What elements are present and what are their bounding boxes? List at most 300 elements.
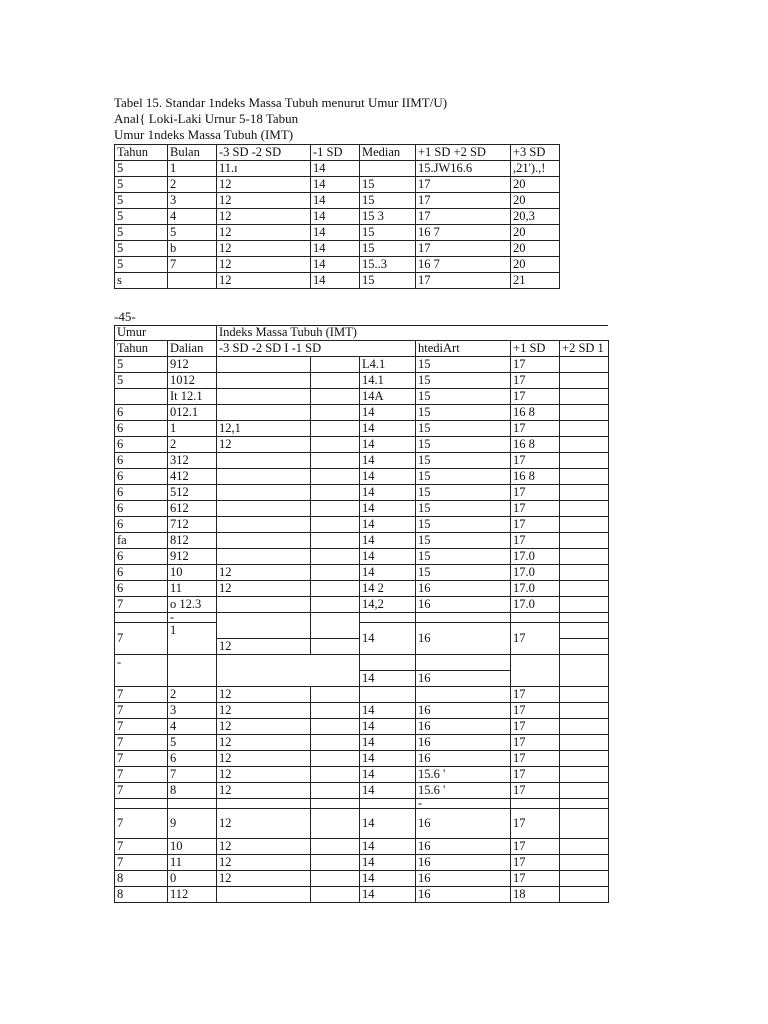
table-cell: o 12.3 — [168, 597, 217, 613]
table-cell: 7 — [115, 703, 168, 719]
table-cell: 15 — [360, 177, 416, 193]
table-row — [115, 613, 609, 623]
table-cell — [560, 839, 609, 855]
table-cell: s — [115, 273, 168, 289]
table-cell: 15 — [416, 565, 511, 581]
table-cell: 17 — [511, 501, 560, 517]
table-cell — [217, 357, 311, 373]
table-row — [115, 421, 609, 437]
table-cell — [560, 623, 609, 639]
table-cell: 17 — [416, 193, 511, 209]
table-cell: 16 — [416, 871, 511, 887]
table-cell — [311, 565, 360, 581]
table-row — [115, 597, 609, 613]
table-row — [115, 799, 609, 809]
table-cell — [217, 549, 311, 565]
table-cell: 14 — [360, 809, 416, 839]
table-cell: 1 — [168, 623, 217, 655]
table-cell: 16 — [416, 597, 511, 613]
table-cell: - — [115, 655, 168, 687]
table-cell: b — [168, 241, 217, 257]
table-cell: fa — [115, 533, 168, 549]
table-cell: 17 — [511, 735, 560, 751]
table-cell: 14 2 — [360, 581, 416, 597]
table-cell: 15 — [416, 517, 511, 533]
table-row — [115, 357, 609, 373]
table-cell — [311, 639, 360, 655]
table-cell: 17 — [511, 357, 560, 373]
table-cell — [311, 887, 360, 903]
table-row — [115, 549, 609, 565]
table-cell — [560, 437, 609, 453]
table-cell: 5 — [115, 241, 168, 257]
table-cell: 14 — [360, 719, 416, 735]
table-cell — [311, 703, 360, 719]
table-cell: 12 — [217, 177, 311, 193]
table-cell: 14 — [360, 469, 416, 485]
table-cell — [311, 517, 360, 533]
table-row — [115, 453, 609, 469]
header-cell: +3 SD — [511, 145, 560, 161]
table-cell: 11 — [168, 855, 217, 871]
table-cell: 6 — [115, 549, 168, 565]
table-cell: 7 — [115, 719, 168, 735]
table-cell: 12 — [217, 783, 311, 799]
table-cell: 16 7 — [416, 225, 511, 241]
table-cell — [560, 855, 609, 871]
table-cell: 15.6 ' — [416, 767, 511, 783]
table-cell: 2 — [168, 177, 217, 193]
table-cell: 17 — [511, 783, 560, 799]
table-row — [115, 871, 609, 887]
table-cell: 12 — [217, 719, 311, 735]
table-cell: 12 — [217, 767, 311, 783]
table-cell: 4 — [168, 719, 217, 735]
table-row — [115, 533, 609, 549]
table-cell — [416, 655, 511, 671]
table-cell: 16 — [416, 671, 511, 687]
table-cell — [560, 357, 609, 373]
table-cell: 14 — [360, 783, 416, 799]
table-cell: 12 — [217, 839, 311, 855]
table-cell: 16 — [416, 751, 511, 767]
table-row — [115, 437, 609, 453]
table-cell: It 12.1 — [168, 389, 217, 405]
table-row — [115, 887, 609, 903]
table-cell — [511, 799, 560, 809]
table-cell: 16 — [416, 887, 511, 903]
table-cell — [416, 613, 511, 623]
table-cell: 15 — [416, 405, 511, 421]
table-cell: 14 — [311, 209, 360, 225]
table-cell: 20 — [511, 177, 560, 193]
table-cell — [217, 405, 311, 421]
table-cell — [560, 469, 609, 485]
table-cell — [311, 839, 360, 855]
table-cell — [560, 687, 609, 703]
table-row — [115, 209, 560, 225]
table-cell — [311, 389, 360, 405]
table-cell — [311, 501, 360, 517]
table-cell: 12 — [217, 565, 311, 581]
table-cell: 15 — [416, 453, 511, 469]
table-cell: 17 — [511, 809, 560, 839]
table-cell: 17.0 — [511, 549, 560, 565]
table-cell: ,21').,! — [511, 161, 560, 177]
table-cell: 12 — [217, 437, 311, 453]
table-cell — [311, 783, 360, 799]
table-cell: 14 — [360, 751, 416, 767]
table-cell — [360, 161, 416, 177]
table-cell: 20 — [511, 257, 560, 273]
table-cell — [168, 273, 217, 289]
table-subtitle: Anal{ Loki-Laki Urnur 5-18 Tabun — [114, 111, 299, 126]
table-cell — [560, 613, 609, 623]
table-cell: 17 — [416, 241, 511, 257]
table-cell: 14 — [360, 485, 416, 501]
table-row — [115, 855, 609, 871]
header-cell: -3 SD -2 SD — [217, 145, 311, 161]
table-row — [115, 517, 609, 533]
table-row — [115, 161, 560, 177]
table-cell: 17 — [511, 871, 560, 887]
table-cell: 14 — [311, 161, 360, 177]
table-header-row — [115, 145, 560, 161]
table-cell: 15 — [360, 225, 416, 241]
header-cell: Median — [360, 145, 416, 161]
header-cell: +2 SD 1 — [560, 341, 609, 357]
table-cell — [560, 799, 609, 809]
table-cell: 14 — [311, 177, 360, 193]
table-cell: 15 — [360, 193, 416, 209]
table-cell: 6 — [115, 469, 168, 485]
header-cell: +1 SD +2 SD — [416, 145, 511, 161]
table-cell: 17 — [511, 703, 560, 719]
table-cell — [217, 533, 311, 549]
header-cell: +1 SD — [511, 341, 560, 357]
table-cell: 12 — [217, 273, 311, 289]
table-cell: 15 — [416, 533, 511, 549]
table-cell: 2 — [168, 687, 217, 703]
table-cell: 16 8 — [511, 405, 560, 421]
table-cell: 6 — [115, 421, 168, 437]
table-cell: 17 — [416, 177, 511, 193]
table-title: Tabel 15. Standar 1ndeks Massa Tubuh menurut Umur IIMT/U) — [114, 95, 448, 110]
table-cell: 20,3 — [511, 209, 560, 225]
table-cell: 12 — [217, 687, 311, 703]
header-umur: Umur — [115, 325, 217, 341]
table-cell: 8 — [115, 887, 168, 903]
table-cell — [311, 469, 360, 485]
table-cell — [311, 533, 360, 549]
table-cell: 15 — [416, 485, 511, 501]
table-cell: 11.ı — [217, 161, 311, 177]
table-cell — [311, 421, 360, 437]
table-cell: 7 — [115, 735, 168, 751]
table-cell: 312 — [168, 453, 217, 469]
table-cell: 15 — [416, 357, 511, 373]
table-cell: 14 — [360, 887, 416, 903]
table-cell: 14 — [311, 257, 360, 273]
table-cell — [115, 799, 168, 809]
table-cell: 12 — [217, 871, 311, 887]
table-cell — [560, 549, 609, 565]
table-cell: 6 — [115, 405, 168, 421]
table-cell — [217, 373, 311, 389]
table-cell: 10 — [168, 565, 217, 581]
table-row — [115, 193, 560, 209]
table-cell — [115, 613, 168, 623]
table-cell: 21 — [511, 273, 560, 289]
table-cell: 12 — [217, 639, 311, 655]
table-row — [115, 225, 560, 241]
table-cell: 14 — [360, 871, 416, 887]
table-cell: - — [168, 613, 217, 623]
table-cell — [311, 613, 360, 639]
table-cell: 20 — [511, 193, 560, 209]
table-row — [115, 839, 609, 855]
table-cell — [560, 501, 609, 517]
table-cell — [217, 389, 311, 405]
table-row — [115, 257, 560, 273]
table-cell — [560, 655, 609, 687]
table-cell: 16 — [416, 839, 511, 855]
table-cell — [560, 751, 609, 767]
table-cell — [168, 799, 217, 809]
table-row — [115, 719, 609, 735]
table-cell: 512 — [168, 485, 217, 501]
table-cell: 17 — [511, 687, 560, 703]
table-cell — [560, 421, 609, 437]
table-cell: 5 — [115, 225, 168, 241]
table-cell — [311, 357, 360, 373]
table-cell: 15 — [360, 241, 416, 257]
table-cell: 6 — [115, 501, 168, 517]
table-cell — [115, 389, 168, 405]
table-cell: 15 — [416, 469, 511, 485]
table-cell — [560, 719, 609, 735]
table-cell: 11 — [168, 581, 217, 597]
table-cell: 12 — [217, 241, 311, 257]
table-cell: 7 — [115, 767, 168, 783]
table-cell — [360, 799, 416, 809]
page-number: -45- — [114, 309, 136, 324]
table-header-row — [115, 341, 609, 357]
table-cell: 16 — [416, 719, 511, 735]
table-cell — [311, 485, 360, 501]
table-cell: 14,2 — [360, 597, 416, 613]
table-cell: L4.1 — [360, 357, 416, 373]
table-cell — [217, 469, 311, 485]
table-row — [115, 469, 609, 485]
table-cell — [560, 887, 609, 903]
table-cell — [217, 453, 311, 469]
table-cell: 4 — [168, 209, 217, 225]
table-cell: 6 — [115, 581, 168, 597]
table-row — [115, 485, 609, 501]
table-cell: 5 — [115, 257, 168, 273]
table-cell: 14 — [360, 671, 416, 687]
table-cell: 012.1 — [168, 405, 217, 421]
table-cell — [311, 871, 360, 887]
table-cell: 14 — [360, 549, 416, 565]
table-cell: 1012 — [168, 373, 217, 389]
table-cell: 15..3 — [360, 257, 416, 273]
table-cell: 5 — [115, 161, 168, 177]
table-group-header-row — [115, 325, 609, 341]
table-cell: 17 — [511, 485, 560, 501]
table-cell: 16 — [416, 581, 511, 597]
table-cell: 17 — [511, 767, 560, 783]
table-cell: 14 — [311, 273, 360, 289]
table-cell: 17.0 — [511, 581, 560, 597]
table-cell: 6 — [115, 453, 168, 469]
table-cell: 14 — [360, 517, 416, 533]
table-cell — [560, 783, 609, 799]
table-cell: 16 — [416, 735, 511, 751]
table-cell: 3 — [168, 703, 217, 719]
table-cell: 14 — [360, 405, 416, 421]
table-cell: 14 — [360, 735, 416, 751]
table-cell: - — [416, 799, 511, 809]
table-cell: 16 7 — [416, 257, 511, 273]
table-cell — [511, 655, 560, 687]
table-cell — [311, 581, 360, 597]
header-cell: htediArt — [416, 341, 511, 357]
table-cell: 16 — [416, 855, 511, 871]
table-cell: 20 — [511, 225, 560, 241]
table-cell — [168, 655, 217, 687]
table-cell: 12 — [217, 581, 311, 597]
table-cell: 6 — [168, 751, 217, 767]
table-cell — [311, 855, 360, 871]
table-cell: 6 — [115, 565, 168, 581]
table-row — [115, 273, 560, 289]
table-cell — [217, 517, 311, 533]
table-cell: 5 — [115, 357, 168, 373]
table-cell — [311, 597, 360, 613]
header-cell: Tahun — [115, 145, 168, 161]
table-cell: 12 — [217, 855, 311, 871]
table-cell — [560, 373, 609, 389]
table-cell: 15 3 — [360, 209, 416, 225]
table-cell: 0 — [168, 871, 217, 887]
table-cell: 2 — [168, 437, 217, 453]
table-cell: 17 — [511, 719, 560, 735]
table-row — [115, 581, 609, 597]
table-cell: 14.1 — [360, 373, 416, 389]
table-cell — [311, 405, 360, 421]
table-cell: 5 — [168, 735, 217, 751]
table-cell: 14 — [360, 767, 416, 783]
table-cell — [311, 453, 360, 469]
table-cell: 3 — [168, 193, 217, 209]
table-cell: 17 — [511, 623, 560, 655]
table-row — [115, 623, 609, 639]
table-cell — [311, 549, 360, 565]
table-cell — [560, 533, 609, 549]
table-cell — [311, 687, 360, 703]
table-cell: 17 — [511, 533, 560, 549]
table-cell: 5 — [168, 225, 217, 241]
table-cell: 20 — [511, 241, 560, 257]
table-cell — [311, 373, 360, 389]
table-cell — [560, 517, 609, 533]
table-cell: 1 — [168, 421, 217, 437]
table-cell: 7 — [115, 687, 168, 703]
table-cell — [217, 485, 311, 501]
table-cell: 9 — [168, 809, 217, 839]
table-cell: 12 — [217, 209, 311, 225]
table-cell: 15 — [416, 389, 511, 405]
table-cell: 17 — [511, 373, 560, 389]
table-cell: 17 — [511, 517, 560, 533]
table-cell: 12 — [217, 735, 311, 751]
table-cell — [311, 751, 360, 767]
table-cell: 15 — [416, 421, 511, 437]
table-cell: 18 — [511, 887, 560, 903]
table-cell: 5 — [115, 193, 168, 209]
table-cell: 10 — [168, 839, 217, 855]
table-cell — [560, 565, 609, 581]
table-row — [115, 687, 609, 703]
table-cell — [311, 809, 360, 839]
table-cell: 14A — [360, 389, 416, 405]
table-cell: 17 — [511, 389, 560, 405]
table-cell: 6 — [115, 485, 168, 501]
table-cell: 14 — [311, 193, 360, 209]
table-row — [115, 735, 609, 751]
table-cell: 7 — [115, 783, 168, 799]
table-cell — [416, 687, 511, 703]
table-cell: 14 — [311, 241, 360, 257]
table-cell — [217, 655, 360, 687]
table-cell: 16 8 — [511, 437, 560, 453]
table-cell: 17 — [511, 839, 560, 855]
table-cell — [560, 485, 609, 501]
table-cell: 17.0 — [511, 565, 560, 581]
table-caption: Umur 1ndeks Massa Tubuh (IMT) — [114, 127, 294, 142]
table-row — [115, 809, 609, 839]
table-cell: 16 — [416, 703, 511, 719]
table-cell — [217, 597, 311, 613]
table-cell: 15 — [416, 501, 511, 517]
table-cell: 612 — [168, 501, 217, 517]
table-cell — [560, 581, 609, 597]
header-cell: Dalian — [168, 341, 217, 357]
imt-table-2 — [114, 325, 609, 903]
table-cell: 712 — [168, 517, 217, 533]
table-cell: 412 — [168, 469, 217, 485]
table-cell: 12 — [217, 193, 311, 209]
table-cell: 912 — [168, 357, 217, 373]
table-cell — [560, 453, 609, 469]
table-row — [115, 783, 609, 799]
table-cell — [217, 501, 311, 517]
table-cell: 14 — [360, 437, 416, 453]
table-cell: 14 — [311, 225, 360, 241]
table-cell — [560, 767, 609, 783]
table-cell — [560, 639, 609, 655]
table-cell — [360, 655, 416, 671]
table-cell: 15.6 ' — [416, 783, 511, 799]
table-cell — [560, 871, 609, 887]
table-row — [115, 241, 560, 257]
header-cell: Bulan — [168, 145, 217, 161]
imt-table-1 — [114, 144, 560, 289]
table-cell: 15 — [416, 437, 511, 453]
table-cell: 16 8 — [511, 469, 560, 485]
